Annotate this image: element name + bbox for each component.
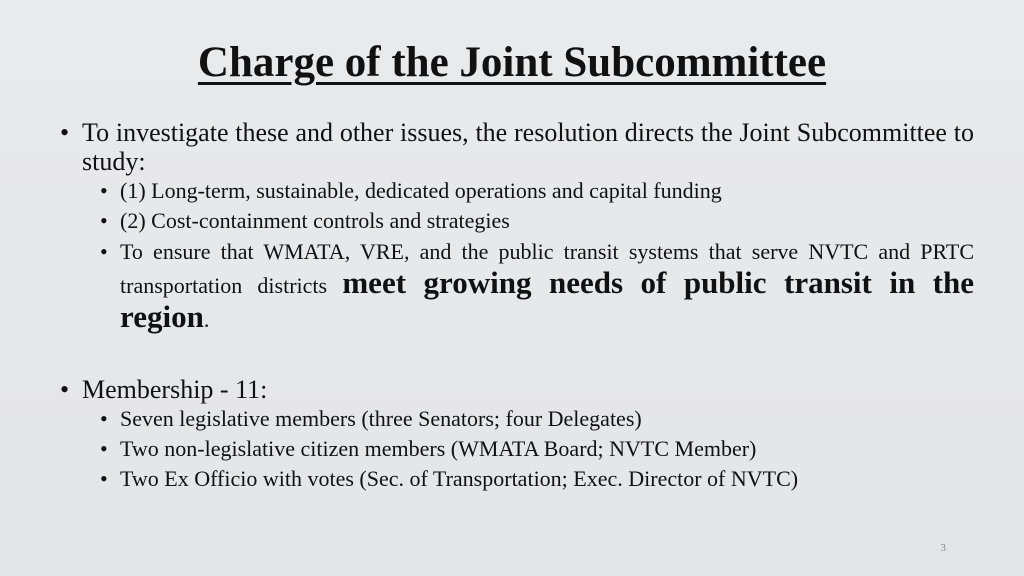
sub-bullet-ex-officio [60,464,974,494]
sub-bullet-legislative [60,404,974,434]
period: . [203,307,210,332]
spacer [60,335,974,375]
bullet-dot-icon: • [100,406,108,431]
bullet-membership [60,375,974,404]
bullet-dot-icon: • [100,208,108,233]
sub-bullet-text: Two non-legislative citizen members (WMATA Board; NVTC Member) [120,436,757,461]
bullet-dot-icon: • [100,178,108,203]
sub-bullet-text: (1) Long-term, sustainable, dedicated operations and capital funding [120,178,722,203]
bullet-investigate [60,118,974,176]
bullet-dot-icon: • [100,239,108,264]
sub-bullet-transit [60,236,974,335]
page-number: 3 [940,542,946,554]
sub-bullet-cost [60,206,974,236]
bullet-dot-icon: • [60,118,70,147]
bullet-text: Membership - 11: [82,375,268,404]
bullet-dot-icon: • [60,375,70,404]
emphasis-text: meet growing needs of public transit in the region [120,265,975,334]
sub-bullet-text: Two Ex Officio with votes (Sec. of Transportation; Exec. Director of NVTC) [120,466,799,491]
sub-bullet-text: To ensure that WMATA, VRE, and the public transit systems that serve NVTC and PRTC transportation districts [120,239,974,298]
bullet-dot-icon: • [100,466,108,491]
slide-title: Charge of the Joint Subcommittee [197,39,827,86]
bullet-text: To investigate these and other issues, the resolution directs the Joint Subcommittee to study: [82,118,974,176]
sub-bullet-text: Seven legislative members (three Senators; four Delegates) [120,406,642,431]
sub-bullet-text: (2) Cost-containment controls and strategies [120,208,510,233]
sub-bullet-citizen [60,434,974,464]
slide-body [60,118,974,494]
bullet-dot-icon: • [100,436,108,461]
sub-bullet-funding [60,176,974,206]
